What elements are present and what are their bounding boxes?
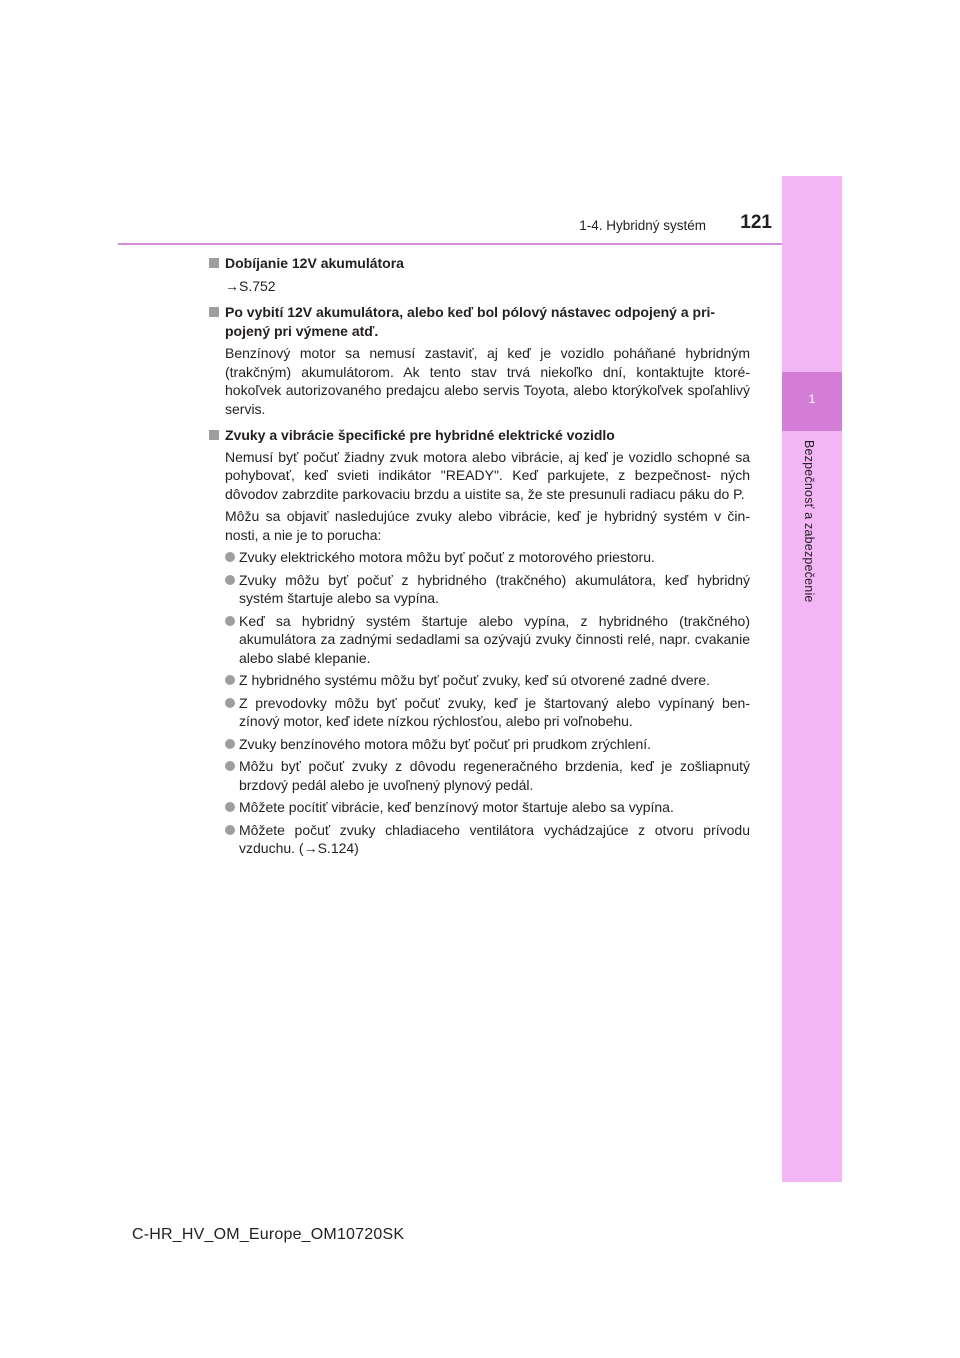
square-bullet-icon (209, 307, 219, 317)
list-item (208, 798, 750, 817)
list-item (208, 612, 750, 668)
list-item (208, 757, 750, 794)
section-heading (208, 254, 750, 273)
list-item (208, 694, 750, 731)
page-content (208, 254, 750, 858)
round-bullet-icon (225, 739, 235, 749)
list-item-text: Keď sa hybridný systém štartuje alebo vypína, z hybridného (trakčného) akumulátora za zadnými sedadlami sa ozývajú zvuky činnosti relé, napr. cvakanie alebo slabé klepanie. (239, 612, 750, 666)
list-item (208, 735, 750, 754)
list-item-text: Môžete pocítiť vibrácie, keď benzínový motor štartuje alebo sa vypína. (239, 799, 674, 815)
round-bullet-icon (225, 552, 235, 562)
section-title: 1-4. Hybridný systém (579, 218, 706, 233)
section-heading (208, 303, 750, 340)
document-code: C-HR_HV_OM_Europe_OM10720SK (132, 1226, 405, 1243)
round-bullet-icon (225, 761, 235, 771)
list-item-text: Z hybridného systému môžu byť počuť zvuky, keď sú otvorené zadné dvere. (239, 672, 710, 688)
round-bullet-icon (225, 802, 235, 812)
list-item-text: Môžete počuť zvuky chladiaceho ventilátora vychádzajúce z otvoru prívodu vzduchu. (→S.124) (239, 821, 750, 856)
round-bullet-icon (225, 616, 235, 626)
section-heading (208, 426, 750, 445)
header-divider (118, 243, 782, 245)
heading-text: Po vybití 12V akumulátora, alebo keď bol pólový nástavec odpojený a pri- pojený pri výmene atď. (225, 304, 716, 339)
round-bullet-icon (225, 575, 235, 585)
chapter-tab (782, 372, 842, 431)
round-bullet-icon (225, 675, 235, 685)
list-item-text: Zvuky môžu byť počuť z hybridného (trakčného) akumulátora, keď hybridný systém štartuje alebo sa vypína. (239, 571, 750, 606)
paragraph: Nemusí byť počuť žiadny zvuk motora alebo vibrácie, aj keď je vozidlo schopné sa pohybovať, keď svieti indikátor "READY". Keď parkujete, z bezpečnost- ných dôvodov zabrzdite parkovaciu brzdu a uistite sa, že ste presunuli radiacu páku do P. (225, 448, 750, 502)
heading-text: Zvuky a vibrácie špecifické pre hybridné elektrické vozidlo (225, 427, 615, 443)
list-item (208, 821, 750, 858)
list-item (208, 671, 750, 690)
list-item (208, 548, 750, 567)
chapter-label: Bezpečnosť a zabezpečenie (802, 440, 816, 603)
page-reference: →S.752 (225, 277, 276, 294)
chapter-side-band (782, 176, 842, 1182)
round-bullet-icon (225, 825, 235, 835)
page-number: 121 (740, 212, 772, 233)
square-bullet-icon (209, 258, 219, 268)
square-bullet-icon (209, 430, 219, 440)
round-bullet-icon (225, 698, 235, 708)
list-item-text: Zvuky elektrického motora môžu byť počuť z motorového priestoru. (239, 549, 655, 565)
paragraph: Benzínový motor sa nemusí zastaviť, aj keď je vozidlo poháňané hybridným (trakčným) akumulátorom. Ak tento stav trvá niekoľko dní, kontaktujte ktoré- hokoľvek autorizovaného predajcu alebo servis Toyota, alebo ktorýkoľvek spoľahlivý servis. (225, 345, 750, 417)
list-item-text: Z prevodovky môžu byť počuť zvuky, keď je štartovaný alebo vypínaný ben- zínový motor, keď idete nízkou rýchlosťou, alebo pri voľnobehu. (239, 694, 750, 729)
chapter-number: 1 (808, 392, 816, 406)
heading-text: Dobíjanie 12V akumulátora (225, 255, 404, 271)
list-item-text: Zvuky benzínového motora môžu byť počuť pri prudkom zrýchlení. (239, 735, 652, 752)
list-item-text: Môžu byť počuť zvuky z dôvodu regeneračného brzdenia, keď je zošliapnutý brzdový pedál alebo je uvoľnený plynový pedál. (239, 758, 750, 793)
list-item (208, 571, 750, 608)
paragraph: Môžu sa objaviť nasledujúce zvuky alebo vibrácie, keď je hybridný systém v čin- nosti, a nie je to porucha: (225, 508, 750, 543)
